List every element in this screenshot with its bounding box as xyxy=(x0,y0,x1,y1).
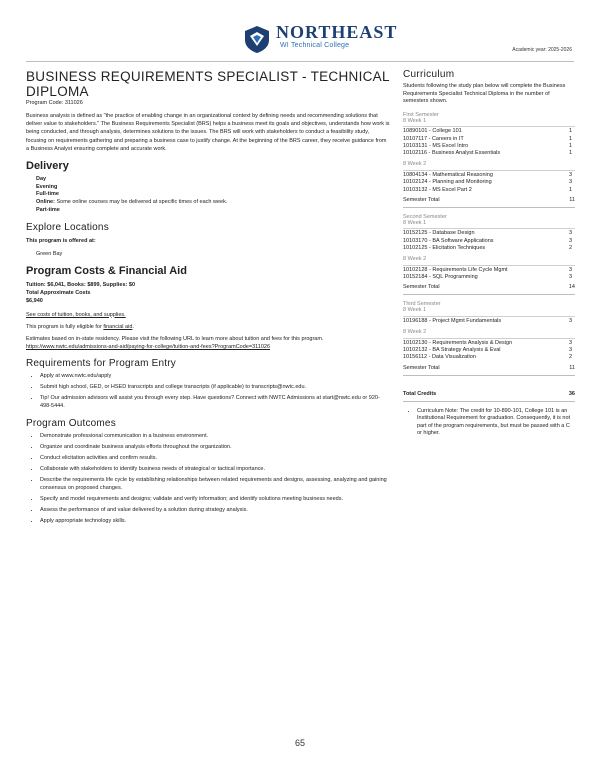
course-name: 10152125 - Database Design xyxy=(403,230,475,237)
semester-name: Third Semester xyxy=(403,301,441,308)
course-credits: 3 xyxy=(568,317,572,324)
week-label: 8 Week 1 xyxy=(403,307,427,314)
course-credits: 3 xyxy=(568,230,572,237)
delivery-item: Day xyxy=(36,176,47,183)
course-name: 10156112 - Data Visualization xyxy=(403,354,476,361)
eligible-prefix: This program is fully eligible for xyxy=(26,323,104,330)
course-credits: 3 xyxy=(568,179,572,186)
course-credits: 3 xyxy=(568,237,572,244)
divider xyxy=(403,338,575,339)
program-code: Program Code: 311026 xyxy=(26,100,83,106)
total-cost-value: $6,940 xyxy=(26,298,43,305)
semester-block xyxy=(403,112,575,208)
semester-total-label: Semester Total xyxy=(403,364,440,371)
delivery-item: Part-time xyxy=(36,206,60,213)
divider xyxy=(403,265,575,266)
course-credits: 1 xyxy=(568,128,572,135)
delivery-heading: Delivery xyxy=(26,160,69,173)
curriculum-intro: Students following the study plan below will complete the Business Requirements Specialist Technical Diploma in the number of semesters shown. xyxy=(403,83,566,105)
requirements-list xyxy=(26,373,390,411)
eligible-suffix: . xyxy=(132,323,134,330)
course-row xyxy=(403,245,575,252)
program-title: BUSINESS REQUIREMENTS SPECIALIST - TECHNICAL DIPLOMA xyxy=(26,69,390,99)
curriculum-note-list xyxy=(403,408,575,438)
total-credits-value: 36 xyxy=(568,390,575,397)
academic-year: Academic year: 2025-2026 xyxy=(512,47,572,53)
offered-at-label: This program is offered at: xyxy=(26,237,96,244)
course-row xyxy=(403,136,575,143)
course-name: 10196188 - Project Mgmt Fundamentals xyxy=(403,317,502,324)
brand-name: NORTHEAST xyxy=(276,22,398,42)
course-name: 10102132 - BA Strategy Analysis & Eval xyxy=(403,346,501,353)
divider xyxy=(403,207,575,208)
delivery-item-online xyxy=(36,199,390,207)
course-credits: 1 xyxy=(568,186,572,193)
divider xyxy=(403,401,575,402)
semester-total-row xyxy=(403,284,575,291)
total-credits-row xyxy=(403,391,575,398)
delivery-item: Evening xyxy=(36,183,58,190)
course-name: 10890101 - College 101 xyxy=(403,128,462,135)
course-row xyxy=(403,187,575,194)
outcome-item: • Specify and model requirements and designs; validate and verify information; and identify solutions meeting business needs. xyxy=(40,496,390,504)
semester-block xyxy=(403,214,575,295)
divider xyxy=(403,228,575,229)
course-credits: 3 xyxy=(568,274,572,281)
semester-name: Second Semester xyxy=(403,213,447,220)
semester-block xyxy=(403,301,575,375)
requirement-item: • Tip! Our admission advisors will assist you through every step. Have questions? Connect with NWTC Admissions at start@nwtc.edu or 920-498-5444. xyxy=(40,395,390,411)
financial-aid-line xyxy=(26,323,390,331)
course-credits: 3 xyxy=(568,339,572,346)
course-name: 10103170 - BA Software Applications xyxy=(403,237,494,244)
week-label: 8 Week 2 xyxy=(403,256,427,263)
course-name: 10102116 - Business Analyst Essentials xyxy=(403,150,501,157)
delivery-list xyxy=(26,176,390,215)
week-label: 8 Week 2 xyxy=(403,329,427,336)
curriculum-panel xyxy=(403,69,575,438)
course-row xyxy=(403,128,575,135)
course-credits: 1 xyxy=(568,135,572,142)
divider xyxy=(403,170,575,171)
course-row xyxy=(403,354,575,361)
online-text: Some online courses may be delivered at specific times of each week. xyxy=(54,199,228,206)
course-name: 10103131 - MS Excel Intro xyxy=(403,142,469,149)
requirement-item: • Submit high school, GED, or HSED transcripts and college transcripts (if applicable) to transcripts@nwtc.edu. xyxy=(40,384,390,392)
course-row xyxy=(403,274,575,281)
estimates-text: Estimates based on in-state residency. Please visit the following URL to learn more about tuition and fees for this program. xyxy=(26,335,324,342)
delivery-item: Full-time xyxy=(36,191,59,198)
semester-name: First Semester xyxy=(403,111,439,118)
course-row xyxy=(403,347,575,354)
course-name: 10152184 - SQL Programming xyxy=(403,274,478,281)
college-logo xyxy=(240,22,398,56)
outcome-item: • Conduct elicitation activities and confirm results. xyxy=(40,455,390,463)
outcomes-heading: Program Outcomes xyxy=(26,417,116,429)
week-label: 8 Week 2 xyxy=(403,161,427,168)
brand-tagline: WI Technical College xyxy=(280,42,350,49)
outcome-item: • Assess the performance of and value delivered by a solution during strategy analysis. xyxy=(40,507,390,515)
course-credits: 1 xyxy=(568,142,572,149)
total-credits-label: Total Credits xyxy=(403,390,437,397)
course-row xyxy=(403,179,575,186)
course-credits: 3 xyxy=(568,346,572,353)
semester-total-row xyxy=(403,197,575,204)
course-name: 10103132 - MS Excel Part 2 xyxy=(403,186,472,193)
costs-link[interactable]: See costs of tuition, books, and supplies. xyxy=(26,311,126,318)
course-name: 10102124 - Planning and Monitoring xyxy=(403,179,492,186)
financial-aid-link[interactable]: financial aid xyxy=(103,323,133,330)
course-row xyxy=(403,150,575,157)
course-row xyxy=(403,230,575,237)
week-label: 8 Week 1 xyxy=(403,117,427,124)
curriculum-note: • Curriculum Note: The credit for 10-890-101, College 101 is an Institutional Requirement for graduation. Consequently, it is not part of the program requirements, but must be passed with a C or higher. xyxy=(417,408,575,438)
week-label: 8 Week 1 xyxy=(403,219,427,226)
outcome-item: • Collaborate with stakeholders to identify business needs of strategical or tactical importance. xyxy=(40,466,390,474)
locations-heading: Explore Locations xyxy=(26,221,109,233)
course-name: 10102128 - Requirements Life Cycle Mgmt xyxy=(403,266,508,273)
campus-name: Green Bay xyxy=(36,250,63,257)
course-row xyxy=(403,238,575,245)
semester-total-label: Semester Total xyxy=(403,284,440,291)
course-name: 10107117 - Careers in IT xyxy=(403,135,464,142)
semester-total-label: Semester Total xyxy=(403,196,440,203)
outcome-item: • Describe the requirements life cycle by establishing relationships between related requirements and designs, assessing, analyzing and gaining consensus on proposed changes. xyxy=(40,477,390,493)
semester-total-row xyxy=(403,365,575,372)
course-row xyxy=(403,143,575,150)
course-row xyxy=(403,318,575,325)
course-credits: 1 xyxy=(568,150,572,157)
tuition-line: Tuition: $6,041, Books: $899, Supplies: $0 xyxy=(26,281,136,288)
program-details xyxy=(26,69,390,529)
tuition-url-link[interactable]: https://www.nwtc.edu/admissions-and-aid/paying-for-college/tuition-and-fees?ProgramCode=311026 xyxy=(26,344,271,351)
course-name: 10102125 - Elicitation Techniques xyxy=(403,244,486,251)
divider xyxy=(403,375,575,376)
total-cost-label: Total Approximate Costs xyxy=(26,290,91,297)
course-credits: 3 xyxy=(568,171,572,178)
requirement-item: • Apply at www.nwtc.edu/apply xyxy=(40,373,390,381)
course-credits: 2 xyxy=(568,354,572,361)
course-row xyxy=(403,267,575,274)
divider xyxy=(403,294,575,295)
outcomes-list xyxy=(26,433,390,525)
course-credits: 3 xyxy=(568,266,572,273)
semester-total-value: 11 xyxy=(569,196,575,203)
course-name: 10102130 - Requirements Analysis & Design xyxy=(403,339,513,346)
semester-total-value: 11 xyxy=(569,364,575,371)
outcome-item: • Apply appropriate technology skills. xyxy=(40,518,390,526)
divider xyxy=(403,316,575,317)
online-label: Online: xyxy=(36,199,55,206)
outcome-item: • Demonstrate professional communication in a business environment. xyxy=(40,433,390,441)
course-row xyxy=(403,172,575,179)
divider xyxy=(403,126,575,127)
requirements-heading: Requirements for Program Entry xyxy=(26,358,176,370)
course-row xyxy=(403,340,575,347)
curriculum-heading: Curriculum xyxy=(403,69,455,80)
outcome-item: • Organize and coordinate business analysis efforts throughout the organization. xyxy=(40,444,390,452)
page-number: 65 xyxy=(294,738,305,748)
semester-total-value: 14 xyxy=(568,284,575,291)
program-description: Business analysis is defined as "the practice of enabling change in an organizational context by defining needs and recommending solutions that deliver value to stakeholders." The Business Requirements Specialist (BRS) helps a business meet its goals and objectives, understands how work is being conducted, and through analysis, determines solutions to the issues. The BRS will work with stakeholders to conduct a feasibility study, focusing on requirements gathering and preparing a business case to justify change. At the beginning of the BRS career, they receive guidance from a Business Analyst ensuring complete and accurate work. xyxy=(26,113,390,152)
costs-heading: Program Costs & Financial Aid xyxy=(26,264,187,277)
header-divider xyxy=(26,61,574,62)
course-credits: 2 xyxy=(568,244,572,251)
shield-logo-icon xyxy=(242,24,272,54)
course-name: 10804134 - Mathematical Reasoning xyxy=(403,171,493,178)
